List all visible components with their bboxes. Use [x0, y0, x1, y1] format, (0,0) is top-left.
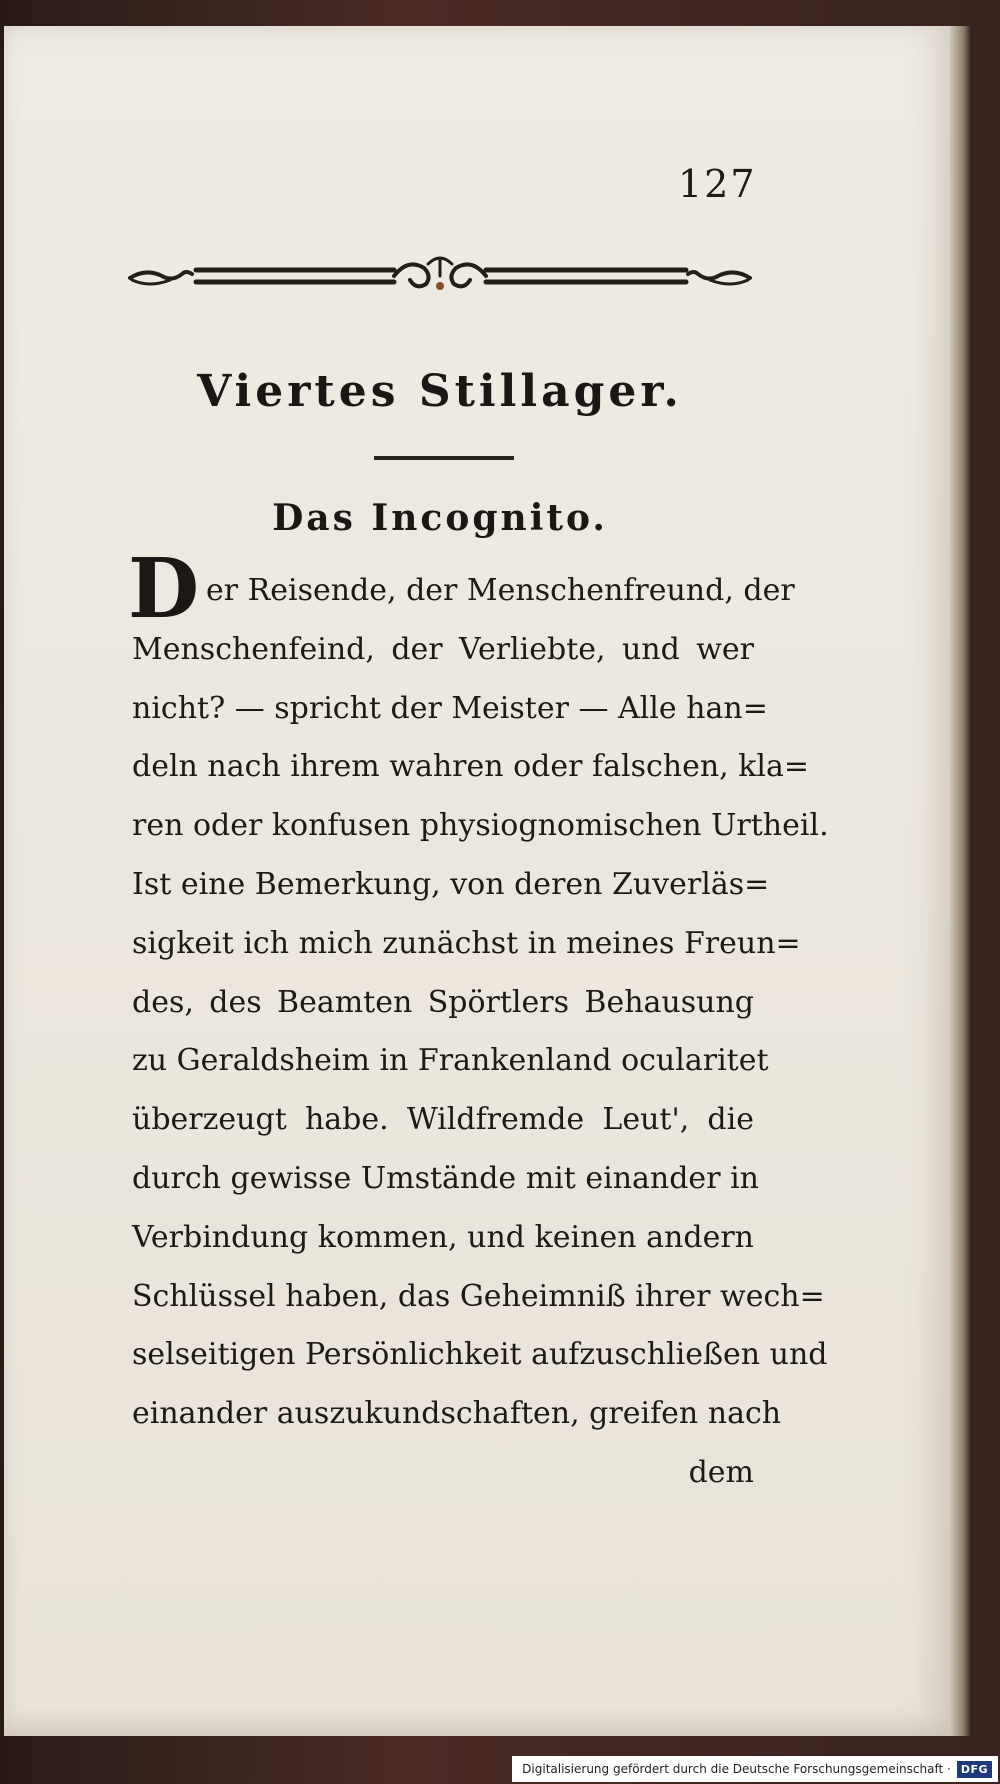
text-line: selseitigen Persönlichkeit aufzuschließen und	[132, 1337, 828, 1373]
text-line: durch gewisse Umstände mit einander in	[132, 1160, 759, 1196]
text-line: überzeugt habe. Wildfremde Leut', die	[132, 1102, 754, 1138]
text-line: Schlüssel haben, das Geheimniß ihrer wech=	[132, 1278, 825, 1314]
title-rule	[374, 456, 514, 460]
text-line: zu Geraldsheim in Frankenland ocularitet	[132, 1043, 769, 1079]
text-line: sigkeit ich mich zunächst in meines Freun=	[132, 925, 801, 961]
text-line: des, des Beamten Spörtlers Behausung	[132, 984, 754, 1020]
dfg-logo: DFG	[957, 1761, 992, 1778]
catchword: dem	[688, 1454, 754, 1490]
chapter-title: Viertes Stillager.	[197, 366, 683, 417]
page-number: 127	[678, 162, 757, 206]
section-subtitle: Das Incognito.	[272, 497, 608, 539]
page-edge	[950, 26, 972, 1736]
digitization-footer	[512, 1756, 998, 1782]
text-line: nicht? — spricht der Meister — Alle han=	[132, 690, 768, 726]
text-line: er Reisende, der Menschenfreund, der	[206, 573, 795, 608]
body-text	[132, 562, 829, 1503]
text-line: Verbindung kommen, und keinen andern	[132, 1219, 754, 1255]
text-line: Menschenfeind, der Verliebte, und wer	[132, 631, 754, 667]
text-line: deln nach ihrem wahren oder falschen, kla=	[132, 749, 810, 785]
text-line: einander auszukundschaften, greifen nach	[132, 1396, 782, 1432]
footer-text: Digitalisierung gefördert durch die Deutsche Forschungsgemeinschaft ·	[522, 1762, 951, 1776]
text-line: Ist eine Bemerkung, von deren Zuverläs=	[132, 866, 770, 902]
ornament-divider	[126, 250, 754, 300]
text-line: ren oder konfusen physiognomischen Urtheil.	[132, 808, 829, 844]
drop-cap: D	[128, 541, 200, 637]
